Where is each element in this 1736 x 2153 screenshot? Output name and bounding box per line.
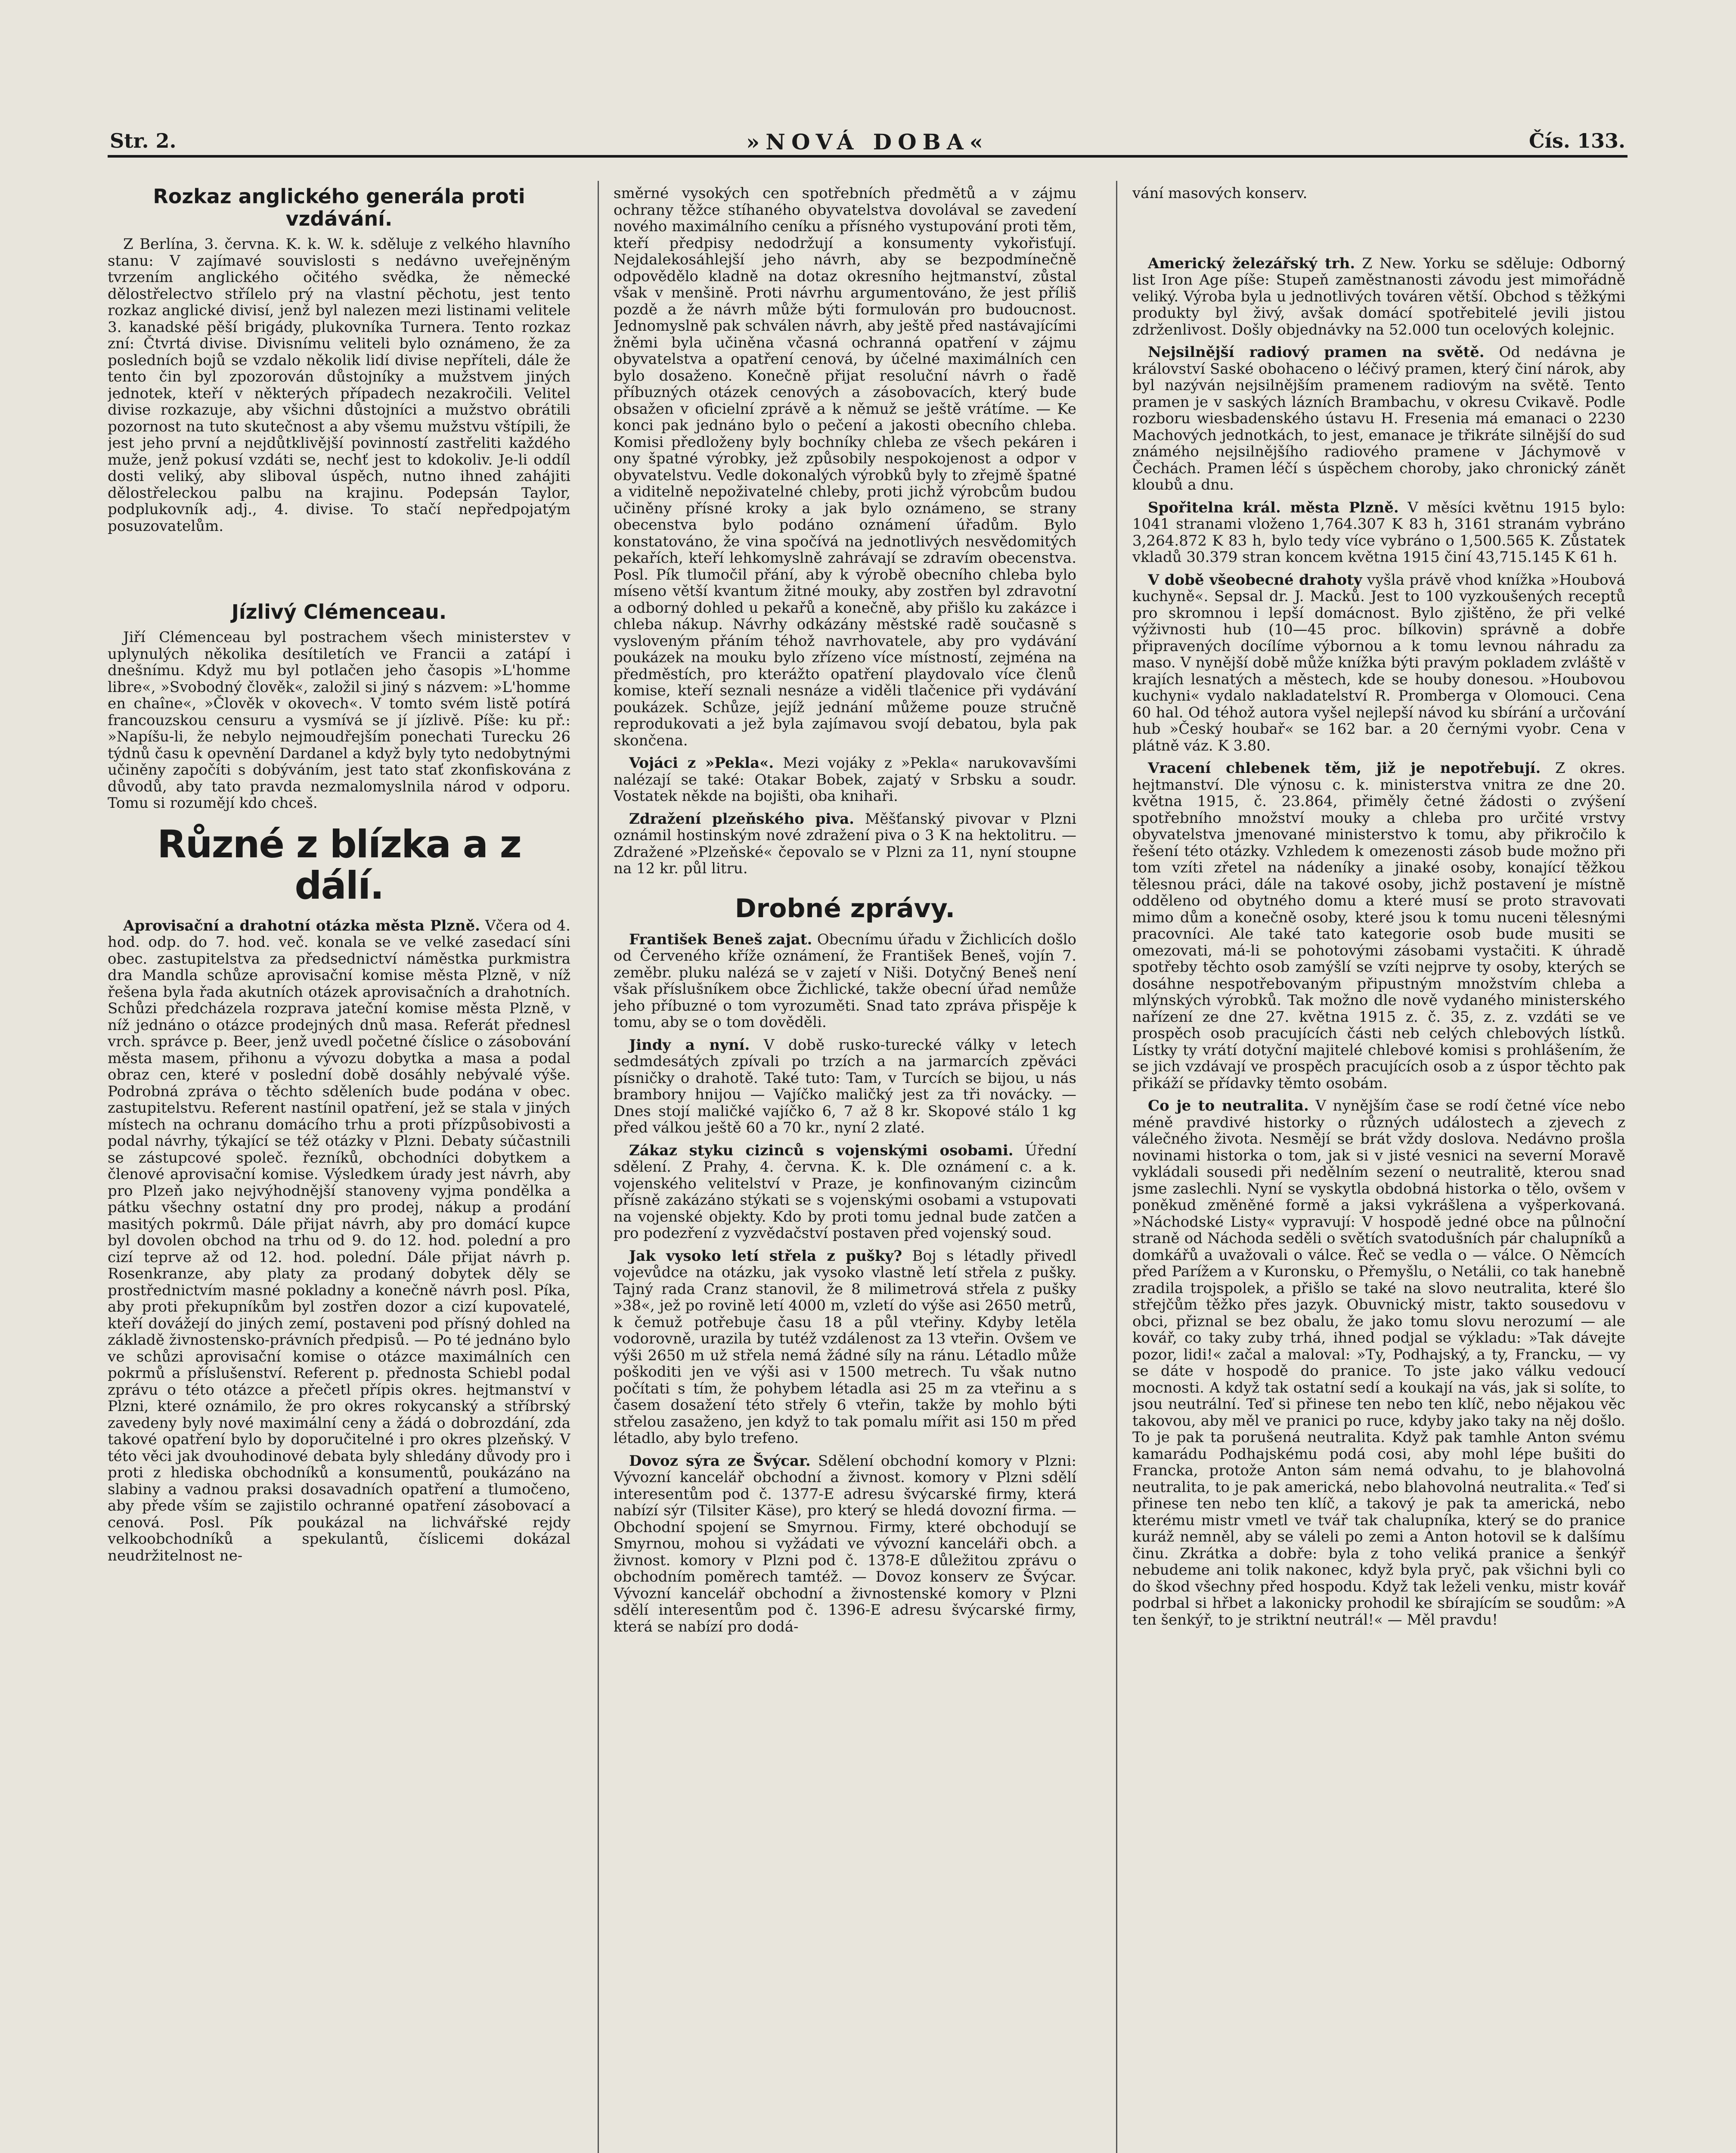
article-lead: Aprovisační a drahotní otázka města Plzně. <box>123 917 480 934</box>
article-body: V nynějším čase se rodí četné více nebo méně pravdivé historky o různých událostech a zjevech z válečného života. Nesmějí se brát vždy doslova. Nedávno prošla novinami historka o tom, jak si v jisté vesnici na severní Moravě vykládali sousedi při nedělním sezení o neutralitě, kterou snad jsme zaslechli. Nyní se vyskytla obdobná historka o tělo, ovšem v poněkud změněné formě a jaksi vykrášlena a vyšperkovaná. »Náchodské Listy« vypravují: V hospodě jedné obce na půlnoční straně od Náchoda seděli o světích svatodušních pár chalupníků a domkářů a uvažovali o válce. Řeč se vedla o — válce. O Němcích před Parížem a v Kuronsku, o Přemyšlu, o Netálii, co tak hanebně zradila trojspolek, a přišlo se také na slovo neutralita, které šlo střejčům těžko přes jazyk. Obuvnický mistr, takto sousedovu v obci, přiznal se bez obalu, že jako tomu slovu nerozumí — ale kovář, co taky zuby trhá, ihned podjal se výkladu: »Tak dávejte pozor, lidi!« začal a maloval: »Ty, Podhajský, a ty, Francku, — vy se dáte v hospodě do pranice. To jste jako válku vedoucí mocnosti. A když tak ostatní sedí a koukají na vás, jak si solíte, to jsou neutrální. Teď si přinese ten nebo ten klíč, nebo nějakou věc takovou, aby měl ve pranici po ruce, kdyby jako taky na něj došlo. To je pak ta porušená neutralita. Když pak tamhle Anton svému kamarádu Podhajskému podá cosi, aby mohl lépe bušiti do Francka, protože Anton sám nemá odvahu, to je blahovolná neutralita, to je pak americká, nebo blahovolná neutralita.« Teď si přinese ten nebo ten klíč, a takový je pak ta americká, nebo kterému mistr vmetl ve tvář tak chalupníka, který se do pranice kuráž nemněl, aby se váleli po zemi a Anton hotovil se k dalšímu činu. Zkrátka a dobře: byla z toho veliká pranice a šenkýř nebudeme ani tolik nakonec, když byla pryč, pak všichni byli co do škod všechny před hospodu. Když tak leželi venku, mistr kovář podrbal si hřbet a lakonicky prohodil ke sbírajícím se soudům: »A ten šenkýř, to je striktní neutrál!« — Měl pravdu! <box>1132 1097 1625 1629</box>
article-body: Mezi vojáky z »Pekla« narukovavšími nalézají se také: Otakar Bobek, zajatý v Srbsku a soudr. Vostatek někde na bojišti, oba knihaři. <box>614 754 1076 805</box>
article-lead: Co je to neutralita. <box>1148 1097 1309 1114</box>
column-2 <box>614 185 1076 2153</box>
article-body: Včera od 4. hod. odp. do 7. hod. več. konala se ve velké zasedací síni obec. zastupitelstva za předsednictví náměstka purkmistra dra Mandla schůze aprovisační komise města Plzně, v níž řešena byla řada akutních otázek aprovisačních a drahotních. Schůzi předcházela rozprava jateční komise města Plzně, v níž jednáno o otázce prodejných dnů masa. Referát přednesl vrch. správce p. Beer, jenž uvedl početné číslice o zásobování města masem, přihonu a vývozu dobytka a masa a podal obraz cen, které v poslední době dosáhly nebývalé výše. Podrobná zpráva o těchto sděleních bude podána v obec. zastupitelstvu. Referent nastínil opatření, jež se stala v jiných místech na ochranu domácího trhu a proti přízpůsobivosti a podal návrhy, týkající se též otázky v Plzni. Debaty súčastnili se zástupcové společ. řezníků, obchodníci dobytkem a členové aprovisační komise. Výsledkem úrady jest návrh, aby pro Plzeň jako nejvýhodnější stanoveny vyjma pondělka a pátku všechny ostatní dny pro prodej, nákup a prodání masitých pokrmů. Dále přijat návrh, aby pro domácí kupce byl dovolen obchod na trhu od 9. do 12. hod. polední a pro cizí teprve až od 12. hod. polední. Dále přijat návrh p. Rosenkranze, aby platy za prodaný dobytek děly se prostřednictvím masné pokladny a konečně návrh posl. Píka, aby proti překupníkům byl zostřen dozor a cizí kupovatelé, kteří dovážejí do jiných zemí, postaveni pod přísný dohled na základě živnostensko-právních předpisů. — Po té jednáno bylo ve schůzi aprovisační komise o otázce maximálních cen pokrmů a příslušenství. Referent p. přednosta Schiebl podal zprávu o této otázce a přečetl přípis okres. hejtmanství v Plzni, které oznámilo, že pro okres rokycanský a stříbrský zavedeny byly nové maximální ceny a žádá o dobrozdání, zda takové opatření bylo by doporučitelné i pro okres plzeňský. V této věci jak dvouhodinové debata byly shledány důvody pro i proti z hlediska obchodníků a konsumentů, poukázáno na slabiny a vadnou praksi dosavadních opatření a tlumočeno, aby přede vším se zajistilo ochranné opatření zásobovací a cenová. Posl. Pík poukázal na lichvářské rejdy velkoobchodníků a spekulantů, číslicemi dokázal neudržitelnost ne- <box>108 917 570 1564</box>
article-body: Jiří Clémenceau byl postrachem všech ministerstev v uplynulých několika desítiletích ve Francii a zatápí i dnešnímu. Když mu byl potlačen jeho časopis »L'homme libre«, »Svobodný člověk«, založil si jiný s názvem: »L'homme en chaîne«, »Člověk v okovech«. V tomto svém listě potírá francouzskou censuru a vysmívá se jí jízlivě. Píše: ku př.: »Napíšu-li, že nebylo nejmoudřejším ponechati Turecku 26 týdnů času k opevnění Dardanel a když byly tyto nedobytnými učiněny započíti s dobýváním, jest tato stať zkonfiskována z důvodů, aby tato pravda nezmalomyslnila národ v odporu. Tomu si rozumějí kdo chceš. <box>108 629 570 812</box>
column-divider <box>598 181 599 2153</box>
article-lead: Nejsilnější radiový pramen na světě. <box>1148 344 1485 361</box>
header-rule <box>108 155 1628 158</box>
article-body: Měšťanský pivovar v Plzni oznámil hostinským nové zdražení piva o 3 K na hektolitru. — Zdražené »Plzeňské« čepovalo se v Plzni za 11, nyní stoupne na 12 kr. půl litru. <box>614 810 1076 877</box>
article-lead: Vracení chlebenek těm, již je nepotřebují. <box>1148 760 1541 777</box>
column-1 <box>108 185 570 2153</box>
article-lead: Americký železářský trh. <box>1148 254 1355 272</box>
article-body: Z Berlína, 3. června. K. k. W. k. sděluje z velkého hlavního stanu: V zajímavé souvislosti s nedávno uveřejněným tvrzením anglického očitého svědka, že německé dělostřelectvo střílelo prý na vlastní pěchotu, jest tento rozkaz anglické divisí, jenž byl nalezen mezi listinami velitele 3. kanadské pěší brigády, plukovníka Turnera. Tento rozkaz zní: Čtvrtá divise. Divisnímu veliteli bylo oznámeno, že za posledních bojů se vzdalo několik lidí divise nepříteli, dále že tento čin byl zpozorován důstojníky a mužstvem jiných jednotek, kteří v některých případech nezakročili. Velitel divise rozkazuje, aby všichni důstojníci a mužstvo obrátili pozornost na tuto skutečnost a aby všemu mužstvu vštípili, že jest jeho první a nejdůtklivější povinností zastřeliti každého muže, jenž pokusí vzdáti se, nechť jest to kdokoliv. Je-li oddíl dosti veliký, aby sliboval úspěch, nutno ihned zahájiti dělostřeleckou palbu na krajinu. Podepsán Taylor, podplukovník adj., 4. divise. To stačí nepředpojatým posuzovatelům. <box>108 236 570 535</box>
article-lead: Vojáci z »Pekla«. <box>629 754 774 772</box>
article-body: Úřední sdělení. Z Prahy, 4. června. K. k. Dle oznámení c. a k. vojenského velitelství v Praze, je konfinovaným cizincům přísně zakázáno stýkati se s vojenskými osobami a vstupovati na vojenské objekty. Kdo by proti tomu jednal bude zatčen a pro podezření z vyzvědačství postaven před vojenský soud. <box>614 1142 1076 1242</box>
issue-number: Čís. 133. <box>1528 129 1625 152</box>
article-body: směrné vysokých cen spotřebních předmětů a v zájmu ochrany těžce stíhaného obyvatelstva dovolával se zavedení nového maximálního ceníku a přísného vystupování proti těm, kteří předpisy nedodržují a konsumenty vykořisťují. Nejdalekosáhlejší jeho návrh, aby se bezpodmínečně odpovědělo kladně na dotaz okresního hejtmanství, zůstal však v menšině. Proti návrhu argumentováno, že jest příliš pozdě a že návrh může býti formulován pro budoucnost. Jednomyslně pak schválen návrh, aby ještě před nastávajícími žněmi byla učiněna včasná ochranná opatření v zájmu obyvatelstva a opatření cenová, by účelné maximálních cen bylo dosaženo. Konečně přijat resoluční návrh o řadě příbuzných otázek cenových a zásobovacích, který bude obsažen v oficielní zprávě a k němuž se ještě vrátíme. — Ke konci pak jednáno bylo o pečení a jakosti obecního chleba. Komisi předloženy byly bochníky chleba ze všech pekáren i ony špatné výrobky, jež způsobily nespokojenost a odpor v obyvatelstvu. Vedle dokonalých výrobků byly to zřejmě špatné a viditelně nepoživatelné chleby, proti jichž výrobcům budou učiněny přísné kroky a jak bylo oznámeno, se strany obecenstva bylo podáno oznámení úřadům. Bylo konstatováno, že vina spočívá na jednotlivých nesvědomitých pekařích, kteří lehkomyslně zahrávají se zdravím obecenstva. Posl. Pík tlumočil přání, aby k výrobě obecního chleba bylo míseno větší kvantum žitné mouky, aby zostřen byl zdravotní a odborný dohled u pekařů a konečně, aby přišlo ku zakázce i chleba nákup. Návrhy odkázány městské radě současně s vysloveným přáním téhož navrhovatele, aby pro vydávání poukázek na mouku bylo zřízeno více místností, zejména na předměstích, pro kterážto opatření playdovalo více členů komise, kteří seznali nesnáze a viděli tlačenice při vydávání poukázek. Schůze, jejíž jednání můžeme pouze stručně reprodukovati a jež byla zajímavou svojí debatou, byla pak skončena. <box>614 185 1076 749</box>
article-body: Boj s létadly přivedl vojevůdce na otázku, jak vysoko vlastně letí střela z pušky. Tajný rada Cranz stanovil, že 8 milimetrová střela z pušky »38«, jež po rovině letí 4000 m, vzletí do výše asi 2650 metrů, k čemuž potřebuje času 18 a půl vteřiny. Kdyby letěla vodorovně, urazila by tutéž vzdálenost za 13 vteřin. Ovšem ve výši 2650 m už střela nemá žádné síly na ránu. Létadlo může poškoditi jen ve výši asi v 1500 metrech. Tu však nutno počítati s tím, že pohybem létadla asi 25 m za vteřinu a s časem dosažení této střely 6 vteřin, takže by mohlo býti střelou zasaženo, jen když to tak pomalu mířit asi 150 m před létadlo, aby bylo trefeno. <box>614 1247 1076 1447</box>
article-lead: Jak vysoko letí střela z pušky? <box>629 1247 902 1265</box>
page-number: Str. 2. <box>110 129 177 152</box>
article-body: Sdělení obchodní komory v Plzni: Vývozní kancelář obchodní a živnost. komory v Plzni sdělí interesentům pod č. 1377-E adresu švýcarské firmy, která nabízí sýr (Tilsiter Käse), pro který se hledá dovozní firma. — Obchodní spojení se Smyrnou. Firmy, které obchodují se Smyrnou, mohou si vyžádati ve vývozní kanceláři obch. a živnost. komory v Plzni pod č. 1378-E důležitou zprávu o obchodním poměrech tamtéž. — Dovoz konserv ze Švýcar. Vývozní kancelář obchodní a živnostenské komory v Plzni sdělí interesentům pod č. 1396-E adresu švýcarské firmy, která se nabízí pro dodá- <box>614 1452 1076 1635</box>
article-body: Z New. Yorku se sděluje: Odborný list Iron Age píše: Stupeň zaměstnanosti závodu jest mimořádně veliký. Výroba byla u jednotlivých továren větší. Obchod s těžkými produkty byl živý, avšak domácí spotřebitelé jevili jistou zdrženlivost. Došly objednávky na 52.000 tun ocelových kolejnic. <box>1132 254 1625 338</box>
article-body: Od nedávna je království Saské obohaceno o léčivý pramen, který činí nárok, aby byl nazýván nejsilnějším pramenem radiovým na světě. Tento pramen je v saských lázních Brambachu, v okresu Cvikavě. Podle rozboru wiesbadenského ústavu H. Fresenia má emanaci o 2230 Machových jednotkách, to jest, emanace je třikráte silnější do sud známého nejsilnějšího radiového pramene v Jáchymově v Čechách. Pramen léčí s úspěchem choroby, jako chronický zánět kloubů a dnu. <box>1132 344 1625 493</box>
article-lead: Jindy a nyní. <box>629 1036 750 1054</box>
article-lead: Dovoz sýra ze Švýcar. <box>629 1452 811 1470</box>
article-lead: Spořitelna král. města Plzně. <box>1148 499 1399 516</box>
article-body: Obecnímu úřadu v Žichlicích došlo od Červeného kříže oznámení, že František Beneš, vojín 7. zeměbr. pluku nalézá se v zajetí v Niši. Dotyčný Beneš není však příslušníkem obce Žichlické, takže obecní úřad nemůže jeho příbuzné o tom vyrozuměti. Snad tato zpráva přispěje k tomu, aby se o tom dověděli. <box>614 931 1076 1031</box>
article-lead: V době všeobecné drahoty <box>1148 571 1362 589</box>
article-title: Rozkaz anglického generála proti vzdávání. <box>153 185 525 230</box>
article-lead: František Beneš zajat. <box>629 931 812 948</box>
article-body: vání masových konserv. <box>1132 185 1308 202</box>
article-lead: Zdražení plzeňského piva. <box>629 810 854 828</box>
masthead-title: »NOVÁ DOBA« <box>746 129 989 155</box>
article-body: V době rusko-turecké války v letech sedmdesátých zpívali po trzích a na jarmarcích zpěváci písničky o drahotě. Také tuto: Tam, v Turcích se bijou, u nás brambory hnijou — Vajíčko maličký jest za tři novácky. — Dnes stojí maličké vajíčko 6, 7 až 8 kr. Skopové stálo 1 kg před válkou ještě 60 a 70 kr., nyní 2 zlaté. <box>614 1036 1076 1136</box>
column-divider <box>1116 181 1117 2153</box>
section-title: Různé z blízka a z dálí. <box>157 822 521 908</box>
article-body: V měsíci květnu 1915 bylo: 1041 stranami vloženo 1,764.307 K 83 h, 3161 stranám vybráno 3,264.872 K 83 h, bylo tedy více vybráno o 1,500.565 K. Zůstatek vkladů 30.379 stran koncem května 1915 činí 43,715.145 K 61 h. <box>1132 499 1625 566</box>
article-title: Jízlivý Clémenceau. <box>231 600 447 624</box>
section-title: Drobné zprávy. <box>735 893 955 924</box>
article-body: Z okres. hejtmanství. Dle výnosu c. k. ministerstva vnitra ze dne 20. května 1915, č. 23.864, přiměly četné žádosti o zvýšení spotřebního množství mouky a chleba pro určité vrstvy obyvatelstva jmenované ministerstvo k tomu, aby přikročilo k řešení této otázky. Vzhledem k omezenosti zásob bude možno při tom vzíti zřetel na nádeníky a jinaké osoby, konající těžkou tělesnou práci, dále na takové osoby, jichž postavení je místně odděleno od obytného domu a které musí se proto stravovati mimo dům a konečně osoby, které jsou k tomu nuceni tělesnými pracovníci. Ale také tato kategorie osob bude musiti se omezovati, má-li se pohotovými zásobami vystačiti. K úhradě spotřeby těchto osob zamýšlí se vzíti nejprve ty osoby, kterých se dosáhne nespotřebovaným připustným množstvím chleba a mlýnských výrobků. Tak možno dle nově vydaného ministerského nařízení ze dne 27. května 1915 z. č. 35, z. z. vzdáti se ve prospěch osob pracujících části neb celých chlebových lístků. Lístky ty vrátí dotyční majitelé chlebové komisi s prohlášením, že se jich vzdávají ve prospěch pracujících osob a z úspor těchto pak přikáží se přídavky těmto osobám. <box>1132 760 1625 1092</box>
column-3 <box>1132 185 1625 2153</box>
article-lead: Zákaz styku cizinců s vojenskými osobami. <box>629 1142 1014 1159</box>
article-body: vyšla právě vhod knížka »Houbová kuchyně«. Sepsal dr. J. Macků. Jest to 100 vyzkoušených receptů pro skromnou i lepší domácnost. Bylo zjištěno, že při velké výživnosti hub (10—45 proc. bílkovin) správně a dobře připravených docílíme výbornou a k tomu levnou náhradu za maso. V nynější době může knížka býti pravým pokladem zvláště v krajích lesnatých a městech, kde se houby donesou. »Houbovou kuchyni« vydalo nakladatelství R. Promberga v Olomouci. Cena 60 hal. Od téhož autora vyšel nejlepší návod ku sbírání a určování hub »Český houbař« se 162 bar. a 20 černými vyobr. Cena v plátně váz. K 3.80. <box>1132 571 1625 754</box>
